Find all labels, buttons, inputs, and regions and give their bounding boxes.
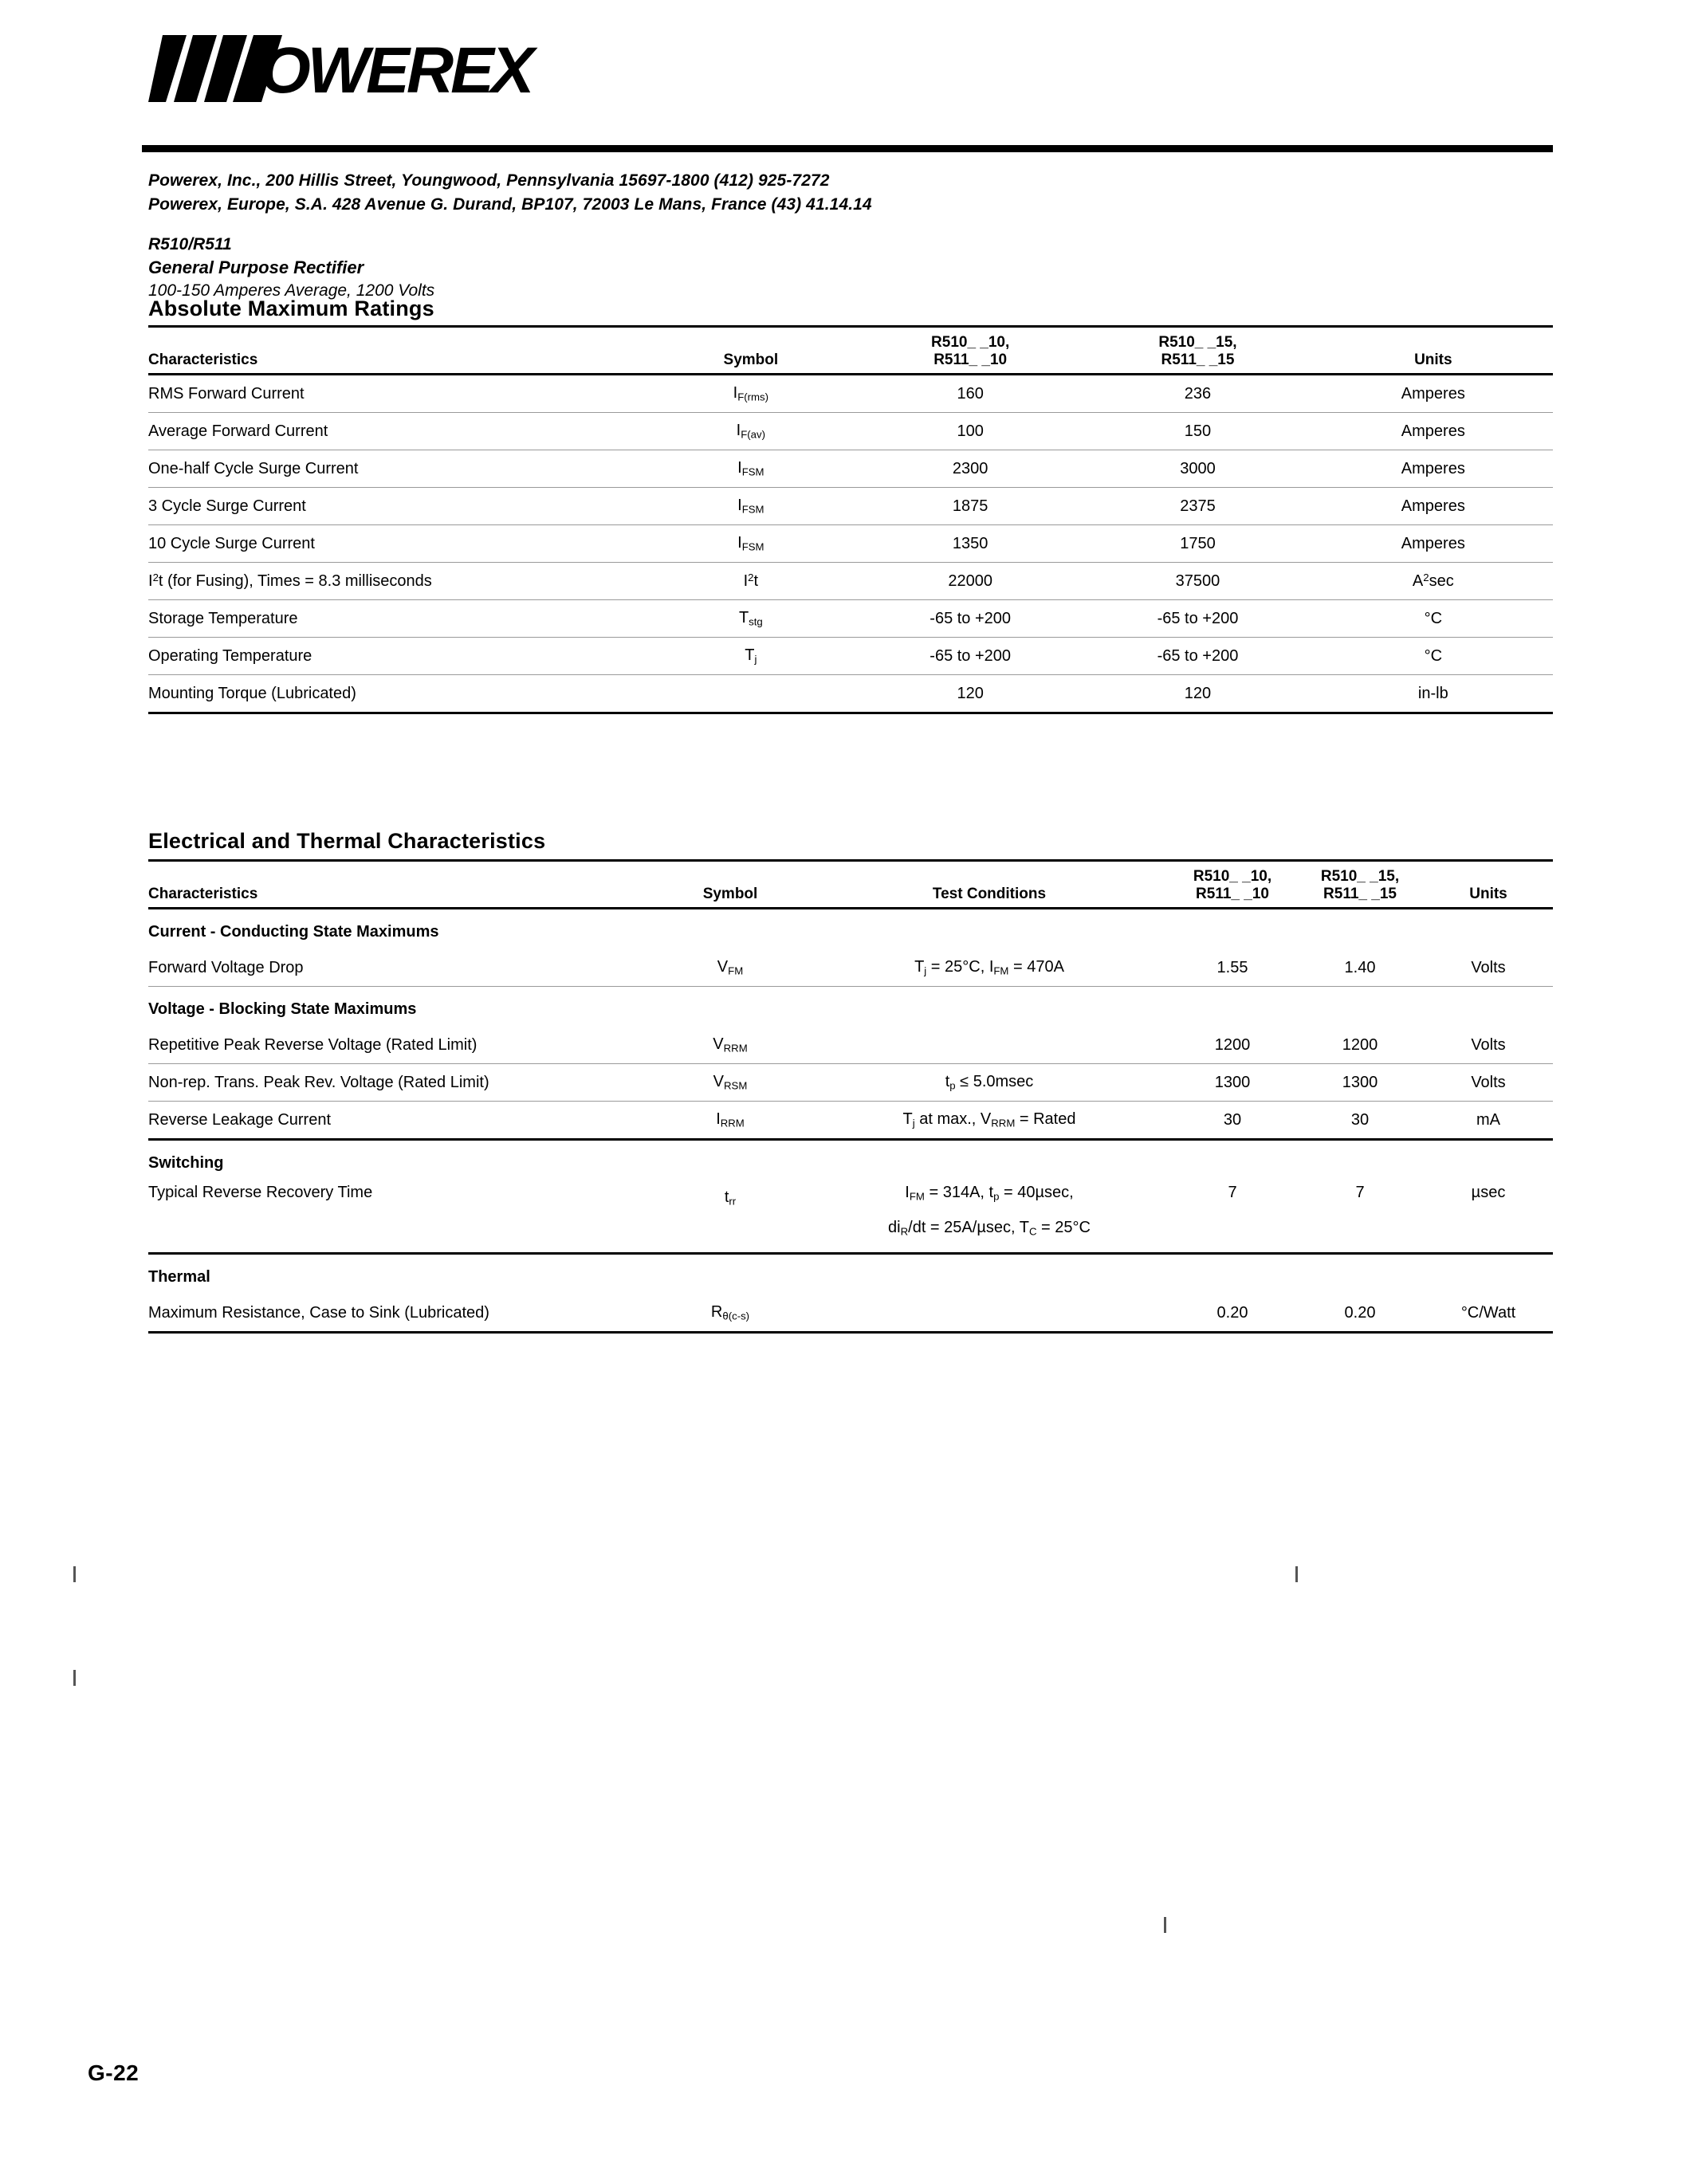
row-value-a: 1200	[1169, 1027, 1296, 1064]
row-value-a: 100	[859, 413, 1082, 450]
row-symbol: $V_{FM}$	[650, 949, 810, 987]
row-value-a: 1350	[859, 525, 1082, 563]
address-line-us: Powerex, Inc., 200 Hillis Street, Youngwood, Pennsylvania 15697-1800 (412) 925-7272	[148, 171, 830, 190]
header-rule	[142, 145, 1553, 152]
section-heading-electrical-thermal: Electrical and Thermal Characteristics	[148, 829, 546, 853]
col-characteristics: Characteristics	[148, 886, 650, 909]
row-characteristic: Maximum Resistance, Case to Sink (Lubricated)	[148, 1294, 650, 1333]
product-subtitle: 100-150 Amperes Average, 1200 Volts	[148, 281, 435, 300]
col-group-b-line1: R510_ _15,	[1082, 327, 1313, 352]
group-title: Current - Conducting State Maximums	[148, 922, 439, 941]
row-symbol: $t_{rr}$	[724, 1188, 737, 1208]
row-units: in-lb	[1314, 675, 1553, 713]
row-characteristic: One-half Cycle Surge Current	[148, 450, 643, 488]
row-value-b: 236	[1082, 375, 1313, 413]
row-characteristic: Mounting Torque (Lubricated)	[148, 675, 643, 713]
col-symbol: Symbol	[650, 886, 810, 909]
row-units: Amperes	[1314, 525, 1553, 563]
row-characteristic: 10 Cycle Surge Current	[148, 525, 643, 563]
table-group-title-row	[148, 987, 1553, 1027]
row-value-b: 30	[1296, 1102, 1424, 1140]
row-value-a: 1.55	[1169, 949, 1296, 987]
absolute-maximum-ratings-table	[148, 325, 1553, 714]
row-units: Amperes	[1314, 375, 1553, 413]
row-characteristic: Forward Voltage Drop	[148, 949, 650, 987]
page-content	[142, 24, 1553, 1322]
table-group-title-row	[148, 909, 1553, 950]
row-value-b: 1200	[1296, 1027, 1424, 1064]
col-group-b-line2: R511_ _15	[1082, 352, 1313, 375]
registration-tick	[73, 1566, 76, 1582]
group-title: Thermal	[148, 1267, 210, 1286]
table-row	[148, 638, 1553, 675]
registration-tick	[1164, 1917, 1166, 1933]
row-characteristic: Repetitive Peak Reverse Voltage (Rated Limit)	[148, 1027, 650, 1064]
row-test-conditions: $t_p \le 5.0msec$	[810, 1064, 1169, 1102]
row-value-a: 1300	[1169, 1064, 1296, 1102]
row-units: °C	[1314, 600, 1553, 638]
row-units: µsec	[1471, 1184, 1506, 1201]
row-characteristic: Non-rep. Trans. Peak Rev. Voltage (Rated Limit)	[148, 1064, 650, 1102]
table-row	[148, 1294, 1553, 1333]
registration-tick	[73, 1670, 76, 1686]
row-characteristic: $I^2t$ (for Fusing), Times = 8.3 milliseconds	[148, 563, 643, 600]
row-units: Amperes	[1314, 450, 1553, 488]
group-title: Voltage - Blocking State Maximums	[148, 1000, 417, 1018]
table-row	[148, 488, 1553, 525]
electrical-thermal-characteristics-table	[148, 859, 1553, 1334]
row-value-b: 1.40	[1296, 949, 1424, 987]
table-row	[148, 949, 1553, 987]
row-value-b: 7	[1355, 1184, 1365, 1201]
col-group-b-line1: R510_ _15,	[1296, 861, 1424, 886]
product-part-numbers: R510/R511	[148, 235, 232, 253]
row-value-a: 7	[1228, 1184, 1237, 1201]
table-group-header-row	[148, 861, 1553, 886]
row-symbol: $R_{\theta(c-s)}$	[650, 1294, 810, 1333]
row-units: °C	[1314, 638, 1553, 675]
row-symbol: $T_{stg}$	[643, 600, 859, 638]
col-symbol: Symbol	[643, 352, 859, 375]
row-value-a: 1875	[859, 488, 1082, 525]
row-value-b: 2375	[1082, 488, 1313, 525]
table-row	[148, 1064, 1553, 1102]
table-group-title-row	[148, 1254, 1553, 1295]
row-value-a: -65 to +200	[859, 638, 1082, 675]
row-value-a: 160	[859, 375, 1082, 413]
powerex-logo-mark	[148, 32, 547, 105]
row-characteristic: Typical Reverse Recovery Time	[148, 1184, 373, 1201]
company-logo	[142, 24, 1553, 120]
row-symbol: $I_{F(av)}$	[643, 413, 859, 450]
table-row	[148, 600, 1553, 638]
table-row	[148, 1102, 1553, 1140]
row-value-b: 120	[1082, 675, 1313, 713]
row-symbol: $T_j$	[643, 638, 859, 675]
table-row	[148, 1027, 1553, 1064]
row-value-b: 150	[1082, 413, 1313, 450]
row-value-a: 22000	[859, 563, 1082, 600]
col-group-a-line1: R510_ _10,	[859, 327, 1082, 352]
row-symbol: $I^2t$	[643, 563, 859, 600]
row-characteristic: 3 Cycle Surge Current	[148, 488, 643, 525]
col-units: Units	[1424, 886, 1553, 909]
svg-text:OWEREX: OWEREX	[260, 34, 532, 105]
row-value-a: 2300	[859, 450, 1082, 488]
row-symbol: $I_{FSM}$	[643, 488, 859, 525]
row-units: mA	[1424, 1102, 1553, 1140]
table-group-header-row	[148, 327, 1553, 352]
col-group-a-line1: R510_ _10,	[1169, 861, 1296, 886]
table-row	[148, 375, 1553, 413]
row-value-b: -65 to +200	[1082, 638, 1313, 675]
row-symbol: $V_{RRM}$	[650, 1027, 810, 1064]
row-units: Volts	[1424, 949, 1553, 987]
row-symbol	[643, 675, 859, 713]
registration-tick	[1295, 1566, 1298, 1582]
row-value-a: -65 to +200	[859, 600, 1082, 638]
row-value-b: -65 to +200	[1082, 600, 1313, 638]
table-row	[148, 450, 1553, 488]
row-test-conditions-line2: $di_R/dt = 25A/\mu\sec$, $T_C = 25^\circ C$	[810, 1219, 1169, 1254]
row-value-b: 37500	[1082, 563, 1313, 600]
row-value-a: 0.20	[1169, 1294, 1296, 1333]
row-characteristic: Storage Temperature	[148, 600, 643, 638]
table-row-continuation	[148, 1219, 1553, 1254]
table-row	[148, 413, 1553, 450]
row-units: Volts	[1424, 1064, 1553, 1102]
col-test-conditions: Test Conditions	[810, 886, 1169, 909]
section-heading-absolute-max: Absolute Maximum Ratings	[148, 297, 434, 320]
table-row	[148, 525, 1553, 563]
row-units: $A^2\sec$	[1314, 563, 1553, 600]
row-units: Amperes	[1314, 413, 1553, 450]
row-value-b: 1300	[1296, 1064, 1424, 1102]
row-symbol: $I_{FSM}$	[643, 525, 859, 563]
col-characteristics: Characteristics	[148, 352, 643, 375]
company-address	[148, 169, 872, 217]
table-group-title-row	[148, 1140, 1553, 1181]
row-characteristic: RMS Forward Current	[148, 375, 643, 413]
row-symbol: $I_{RRM}$	[650, 1102, 810, 1140]
row-symbol: $I_{F(rms)}$	[643, 375, 859, 413]
col-units: Units	[1314, 352, 1553, 375]
row-test-conditions	[810, 1294, 1169, 1333]
table-header-row	[148, 352, 1553, 375]
row-value-a: 30	[1169, 1102, 1296, 1140]
row-characteristic: Operating Temperature	[148, 638, 643, 675]
row-value-a: 120	[859, 675, 1082, 713]
row-symbol: $V_{RSM}$	[650, 1064, 810, 1102]
col-group-a-line2: R511_ _10	[859, 352, 1082, 375]
table-row	[148, 563, 1553, 600]
product-title-block	[148, 233, 434, 302]
table-row	[148, 675, 1553, 713]
row-units: Volts	[1424, 1027, 1553, 1064]
col-group-a-line2: R511_ _10	[1169, 886, 1296, 909]
table-row	[148, 1180, 1553, 1219]
page-number: G-22	[88, 2060, 140, 2085]
row-value-b: 3000	[1082, 450, 1313, 488]
group-title: Switching	[148, 1153, 224, 1172]
row-test-conditions: $T_j = 25^\circ C$, $I_{FM} = 470A$	[810, 949, 1169, 987]
table-header-row	[148, 886, 1553, 909]
row-test-conditions	[810, 1027, 1169, 1064]
row-units: °C/Watt	[1424, 1294, 1553, 1333]
row-test-conditions: $T_j$ at max., $V_{RRM}$ = Rated	[810, 1102, 1169, 1140]
row-characteristic: Reverse Leakage Current	[148, 1102, 650, 1140]
address-line-eu: Powerex, Europe, S.A. 428 Avenue G. Durand, BP107, 72003 Le Mans, France (43) 41.14.14	[148, 195, 872, 214]
col-group-b-line2: R511_ _15	[1296, 886, 1424, 909]
row-characteristic: Average Forward Current	[148, 413, 643, 450]
row-test-conditions: $I_{FM} = 314A$, $t_p = 40\mu\sec$,	[905, 1184, 1074, 1203]
product-description: General Purpose Rectifier	[148, 257, 364, 277]
row-value-b: 1750	[1082, 525, 1313, 563]
row-value-b: 0.20	[1296, 1294, 1424, 1333]
row-symbol: $I_{FSM}$	[643, 450, 859, 488]
row-units: Amperes	[1314, 488, 1553, 525]
